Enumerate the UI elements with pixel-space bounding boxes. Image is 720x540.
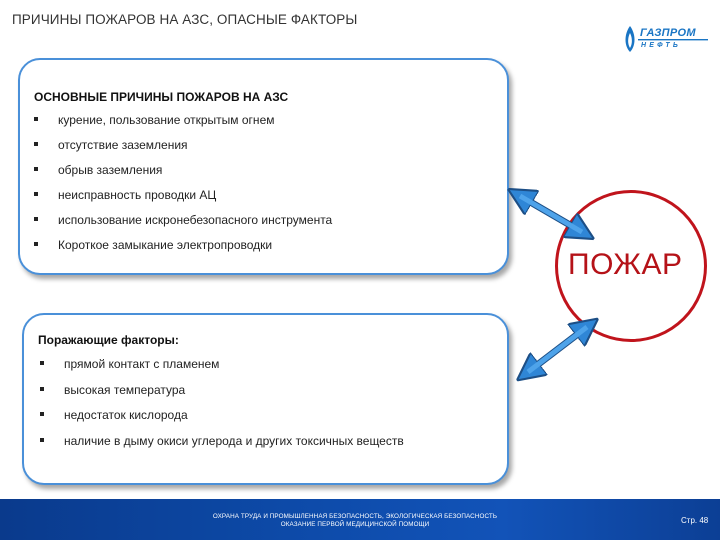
list-item xyxy=(32,163,332,188)
double-arrow-icon xyxy=(528,327,587,372)
slide-title: ПРИЧИНЫ ПОЖАРОВ НА АЗС, ОПАСНЫЕ ФАКТОРЫ xyxy=(12,12,358,27)
list-item xyxy=(32,213,332,238)
footer-line-1: ОХРАНА ТРУДА И ПРОМЫШЛЕННАЯ БЕЗОПАСНОСТЬ, ЭКОЛОГИЧЕСКАЯ БЕЗОПАСНОСТЬ xyxy=(212,513,498,520)
bullet-icon xyxy=(40,438,44,442)
footer-text xyxy=(180,513,530,529)
causes-panel xyxy=(18,58,509,275)
list-item xyxy=(32,238,332,263)
list-item-text: Короткое замыкание электропроводки xyxy=(58,238,273,252)
factors-heading: Поражающие факторы: xyxy=(38,333,179,347)
list-item xyxy=(38,408,404,434)
list-item-text: неисправность проводки АЦ xyxy=(58,188,217,202)
factors-list xyxy=(38,357,404,459)
bullet-icon xyxy=(40,412,44,416)
list-item-text: прямой контакт с пламенем xyxy=(64,357,220,371)
bullet-icon xyxy=(34,242,38,246)
list-item-text: отсутствие заземления xyxy=(58,138,188,152)
list-item xyxy=(32,113,332,138)
list-item-text: обрыв заземления xyxy=(58,163,163,177)
list-item xyxy=(38,434,404,460)
list-item xyxy=(38,383,404,409)
bullet-icon xyxy=(40,361,44,365)
bullet-icon xyxy=(34,117,38,121)
causes-heading: ОСНОВНЫЕ ПРИЧИНЫ ПОЖАРОВ НА АЗС xyxy=(34,90,289,104)
footer-bar xyxy=(0,499,720,540)
bullet-icon xyxy=(34,192,38,196)
list-item-text: недостаток кислорода xyxy=(64,408,188,422)
causes-list xyxy=(32,113,332,263)
page-number: Стр. 48 xyxy=(681,516,709,525)
list-item-text: наличие в дыму окиси углерода и других токсичных веществ xyxy=(64,433,404,448)
bullet-icon xyxy=(34,167,38,171)
bullet-icon xyxy=(34,217,38,221)
fire-label: ПОЖАР xyxy=(568,248,683,281)
bullet-icon xyxy=(40,387,44,391)
list-item xyxy=(32,138,332,163)
bullet-icon xyxy=(34,142,38,146)
arrow-shaft xyxy=(528,327,587,372)
list-item-text: использование искронебезопасного инструмента xyxy=(58,213,333,227)
logo-text: ГАЗПРОМ xyxy=(640,27,696,39)
list-item-text: высокая температура xyxy=(64,382,186,397)
logo-subtext: НЕФТЬ xyxy=(641,42,681,49)
list-item-text: курение, пользование открытым огнем xyxy=(58,113,275,127)
list-item xyxy=(32,188,332,213)
footer-line-2: ОКАЗАНИЕ ПЕРВОЙ МЕДИЦИНСКОЙ ПОМОЩИ xyxy=(280,521,430,528)
list-item xyxy=(38,357,404,383)
factors-panel xyxy=(22,313,509,485)
